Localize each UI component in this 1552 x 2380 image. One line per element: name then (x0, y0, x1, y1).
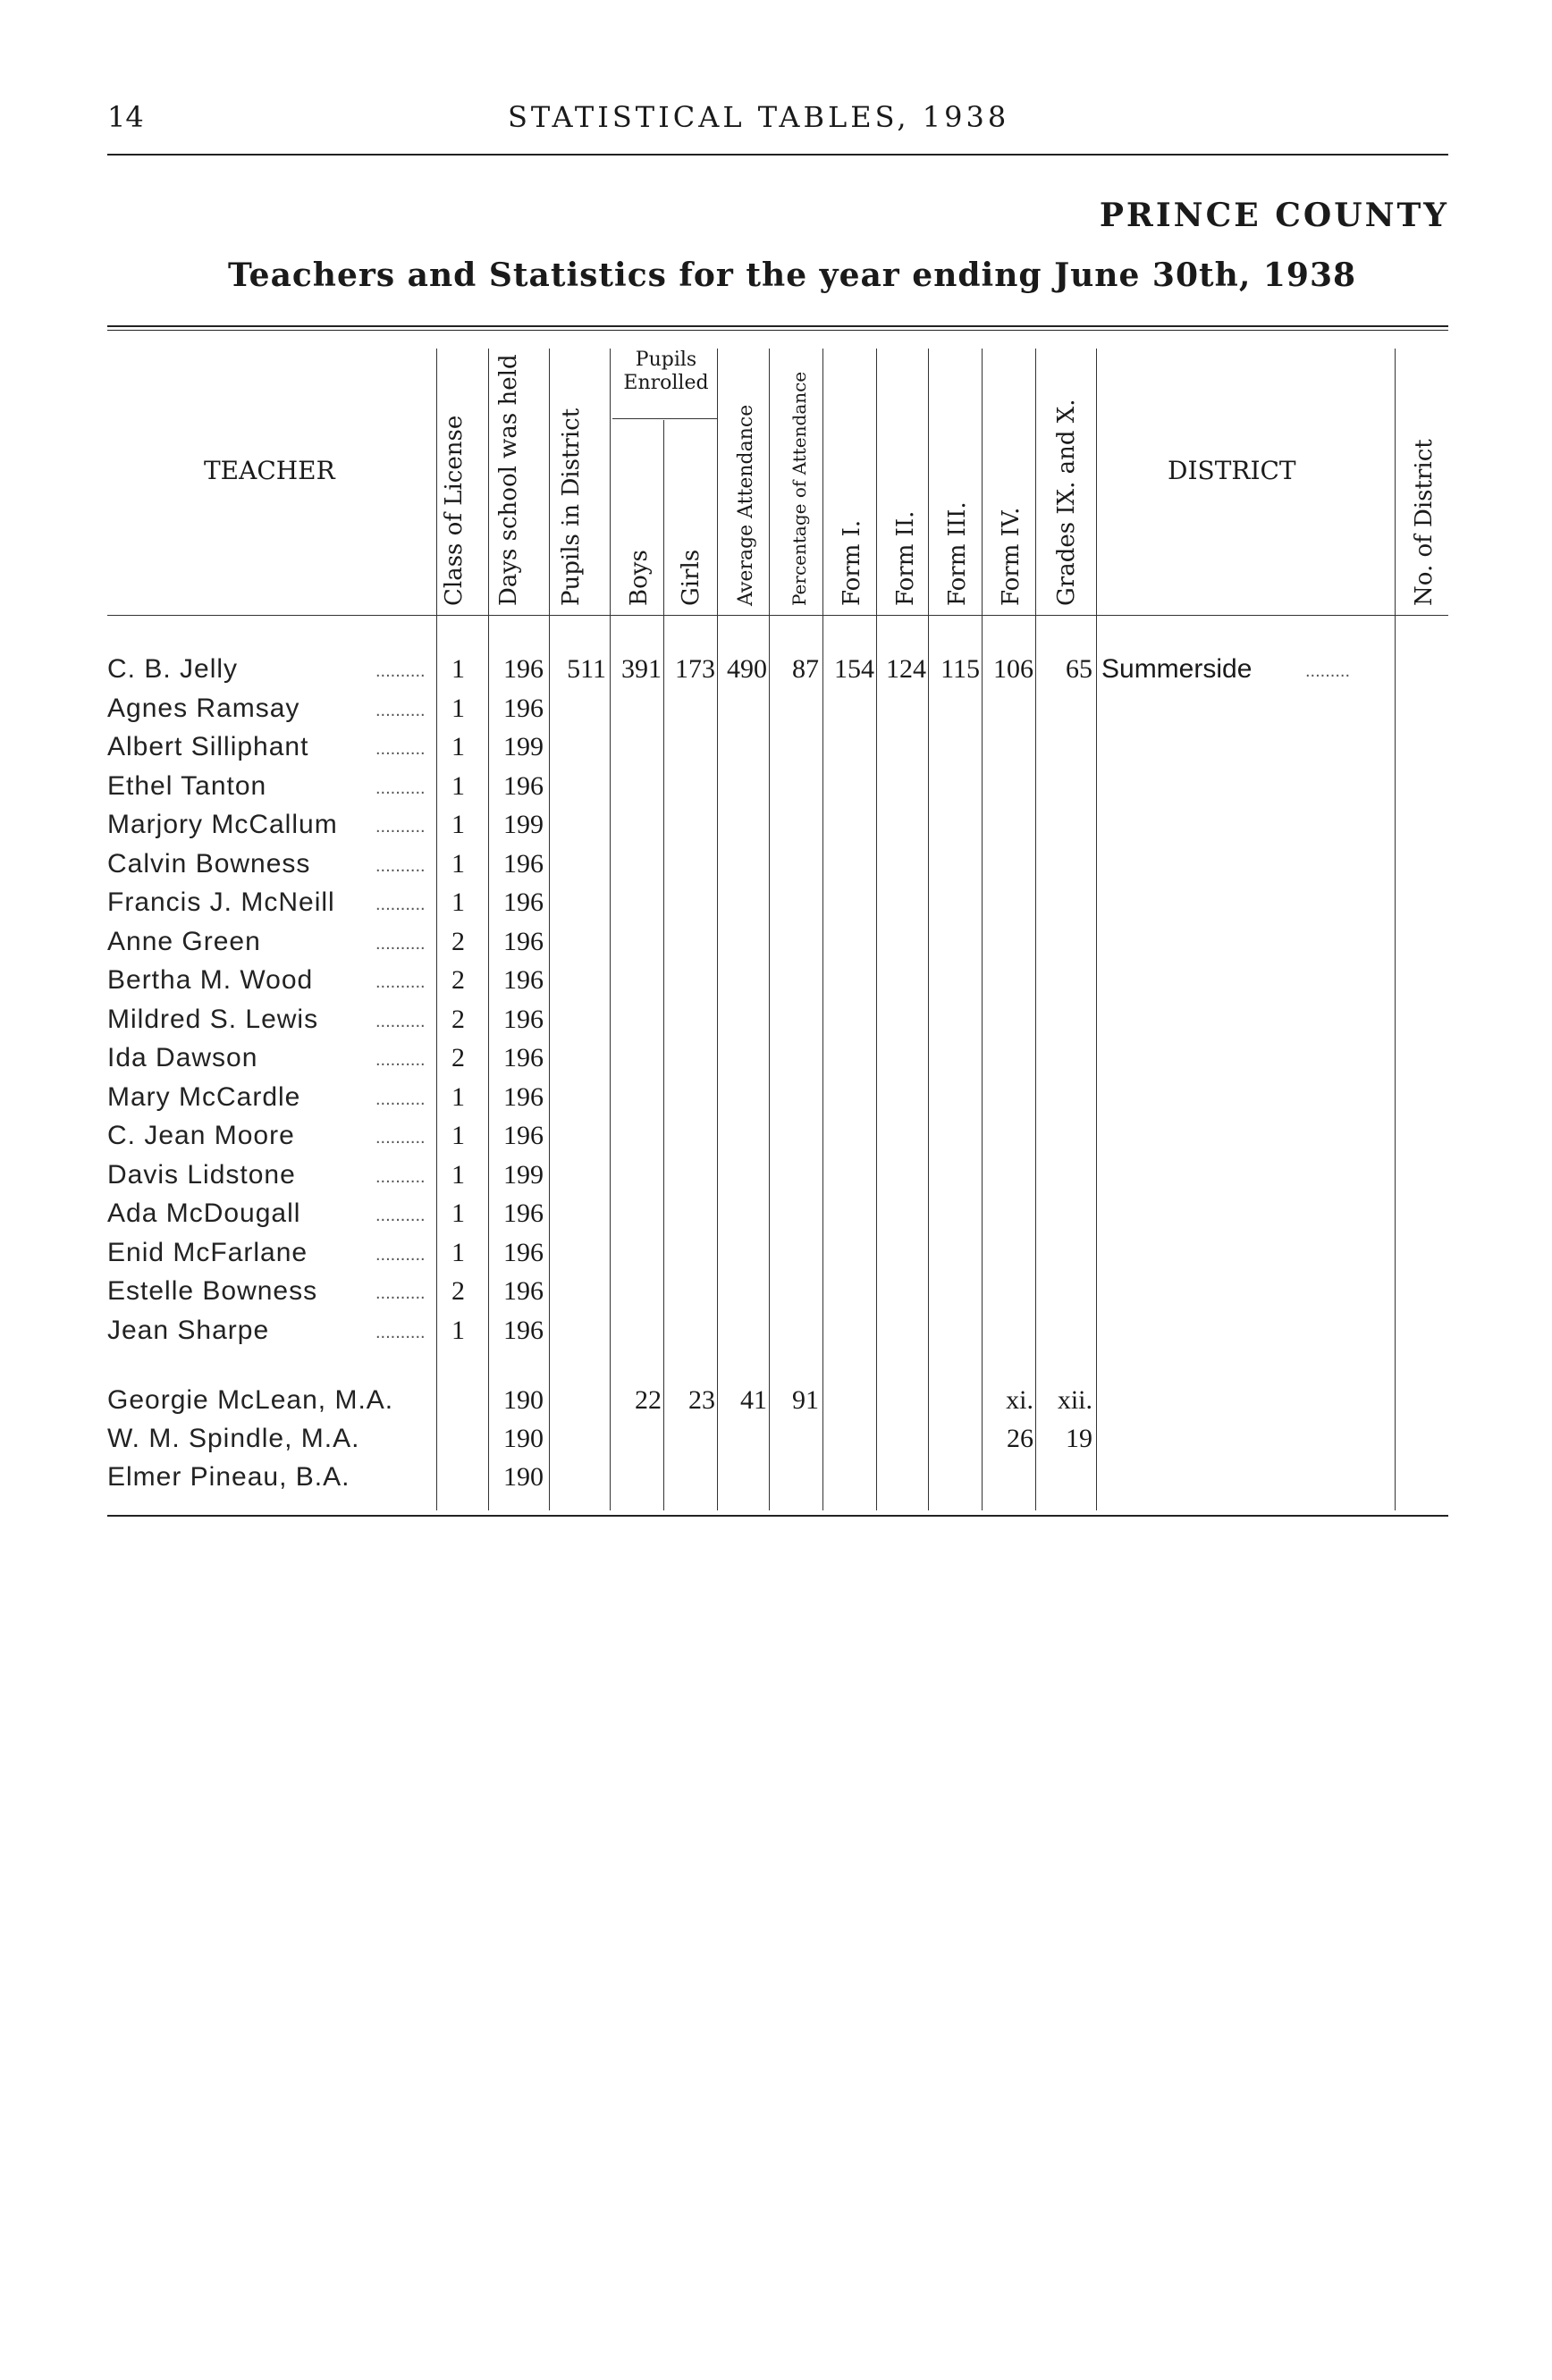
hs-grade-xii-label: xii. (1057, 1385, 1092, 1415)
days-held: 196 (503, 1081, 544, 1112)
license-class: 1 (451, 1198, 465, 1228)
hs-girls: 23 (688, 1385, 715, 1415)
days-held: 196 (503, 887, 544, 917)
days-held: 196 (503, 1043, 544, 1072)
license-class: 1 (451, 654, 465, 684)
col-form-4: Form IV. (998, 507, 1025, 606)
col-pupils-in-district: Pupils in District (558, 408, 585, 606)
teacher-name: Ada McDougall (107, 1198, 301, 1228)
license-class: 1 (451, 810, 465, 839)
col-pupils-enrolled: Pupils Enrolled (623, 349, 709, 394)
days-held: 196 (503, 1237, 544, 1267)
col-average-attendance: Average Attendance (735, 404, 757, 606)
teacher-name: Ethel Tanton (107, 770, 267, 801)
enrolled-sub-rule (612, 418, 718, 419)
days-held: 196 (503, 1198, 544, 1228)
license-class: 2 (451, 926, 465, 956)
days-held: 196 (503, 965, 544, 995)
license-class: 2 (451, 1276, 465, 1306)
license-class: 2 (451, 1004, 465, 1034)
total-girls: 173 (675, 654, 715, 684)
teacher-name: Estelle Bowness (107, 1276, 318, 1306)
days-held: 196 (503, 693, 544, 723)
col-district: DISTRICT (1168, 456, 1296, 485)
license-class: 1 (451, 848, 465, 879)
hs-percentage-attendance: 91 (792, 1385, 819, 1415)
total-form-3: 115 (940, 654, 980, 684)
hs-days-held: 190 (503, 1462, 544, 1492)
top-rule-inner (107, 330, 1448, 331)
days-held: 196 (503, 1276, 544, 1306)
total-grades-9-10: 65 (1066, 654, 1092, 684)
col-class-of-license: Class of License (441, 415, 468, 606)
days-held: 196 (503, 770, 544, 801)
license-class: 1 (451, 1159, 465, 1190)
page-number: 14 (107, 100, 144, 134)
running-title: STATISTICAL TABLES, 1938 (508, 100, 1010, 134)
license-class: 1 (451, 1081, 465, 1112)
top-rule (107, 325, 1448, 327)
total-form-4: 106 (993, 654, 1033, 684)
hs-average-attendance: 41 (740, 1385, 767, 1415)
col-boys: Boys (626, 550, 653, 606)
header-rule (107, 154, 1448, 156)
teacher-name: Bertha M. Wood (107, 965, 314, 995)
teacher-name: Calvin Bowness (107, 848, 311, 879)
license-class: 1 (451, 732, 465, 761)
total-form-1: 154 (834, 654, 874, 684)
days-held: 196 (503, 1004, 544, 1034)
teacher-name: Marjory McCallum (107, 810, 338, 839)
teacher-name: Mary McCardle (107, 1081, 301, 1112)
license-class: 1 (451, 1121, 465, 1150)
district-name: Summerside (1101, 654, 1253, 684)
col-form-2: Form II. (892, 510, 919, 606)
hs-grade-xii: 19 (1066, 1424, 1092, 1453)
table-caption: Teachers and Statistics for the year ending June 30th, 1938 (228, 257, 1357, 294)
teacher-name: Mildred S. Lewis (107, 1004, 319, 1034)
days-held: 196 (503, 1315, 544, 1345)
hs-days-held: 190 (503, 1385, 544, 1415)
col-girls: Girls (678, 549, 704, 606)
teacher-name: C. B. Jelly (107, 654, 239, 684)
days-held: 196 (503, 926, 544, 956)
license-class: 1 (451, 1237, 465, 1267)
page-header (107, 100, 1448, 154)
license-class: 1 (451, 770, 465, 801)
hs-grade-xi: 26 (1007, 1424, 1033, 1453)
col-form-3: Form III. (944, 501, 971, 606)
col-percentage-attendance: Percentage of Attendance (789, 371, 810, 606)
total-boys: 391 (621, 654, 662, 684)
license-class: 2 (451, 965, 465, 995)
days-held: 196 (503, 848, 544, 879)
days-held: 196 (503, 654, 544, 684)
teacher-name: Davis Lidstone (107, 1159, 296, 1190)
hs-teacher-name: Georgie McLean, M.A. (107, 1385, 394, 1415)
days-held: 199 (503, 1159, 544, 1190)
teacher-name: Jean Sharpe (107, 1315, 270, 1345)
bottom-rule (107, 1515, 1448, 1517)
col-no-of-district: No. of District (1411, 439, 1438, 606)
license-class: 2 (451, 1043, 465, 1072)
total-percentage-attendance: 87 (792, 654, 819, 684)
hs-teacher-name: Elmer Pineau, B.A. (107, 1462, 350, 1492)
total-average-attendance: 490 (727, 654, 767, 684)
teacher-name: Agnes Ramsay (107, 693, 300, 723)
total-pupils-in-district: 511 (567, 654, 606, 684)
header-bottom-rule (107, 615, 1448, 616)
days-held: 199 (503, 810, 544, 839)
teacher-name: Enid McFarlane (107, 1237, 308, 1267)
license-class: 1 (451, 1315, 465, 1345)
teacher-name: Francis J. McNeill (107, 887, 335, 917)
hs-teacher-name: W. M. Spindle, M.A. (107, 1424, 360, 1453)
days-held: 199 (503, 732, 544, 761)
statistics-table: TEACHER Class of License Days school was held Pupils in District Pupils Enrolled Boys Girls Average Attendance Percentage of Attendance Form I. Form II. Form III. Form IV. Grades IX. and X. DISTRICT No. of District 511 391 173 490 87 154 124 115 106 65 Summerside ......... C. B. Jelly .......... 1 196 Agnes Ramsay .......... 1 196 Albert Silliphant .......... 1 199 Ethel Tanton .......... 1 196 Marjory McCallum .......... 1 199 Calvin Bowness .......... 1 196 Francis J. McNeill .......... 1 196 Anne Green .......... 2 196 Bertha M. Wood .......... 2 196 Mildred S. Lewis .......... 2 196 Ida Dawson .......... 2 196 Mary McCardle .......... 1 196 C. Jean Moore .......... 1 196 Davis Lidstone .......... 1 199 Ada McDougall .......... 1 196 Enid McFarlane .......... 1 196 Estelle Bowness .......... 2 196 Jean Sharpe .......... 1 196 Georgie McLean, M.A. 190 W. M. Spindle, M.A. 190 Elmer Pineau, B.A. 190 22 23 41 91 xi. xii. 26 19 (107, 322, 1448, 1528)
hs-grade-xi-label: xi. (1006, 1385, 1033, 1415)
teacher-name: Albert Silliphant (107, 732, 309, 761)
license-class: 1 (451, 887, 465, 917)
teacher-name: Anne Green (107, 926, 261, 956)
total-form-2: 124 (886, 654, 926, 684)
teacher-name: C. Jean Moore (107, 1121, 295, 1150)
hs-days-held: 190 (503, 1424, 544, 1453)
col-days-school-held: Days school was held (495, 354, 522, 606)
teacher-name: Ida Dawson (107, 1043, 258, 1072)
days-held: 196 (503, 1121, 544, 1150)
col-form-1: Form I. (839, 519, 865, 606)
license-class: 1 (451, 693, 465, 723)
col-grades-9-10: Grades IX. and X. (1053, 399, 1080, 606)
col-teacher: TEACHER (204, 456, 335, 485)
hs-boys: 22 (635, 1385, 662, 1415)
county-heading: PRINCE COUNTY (1099, 197, 1449, 234)
